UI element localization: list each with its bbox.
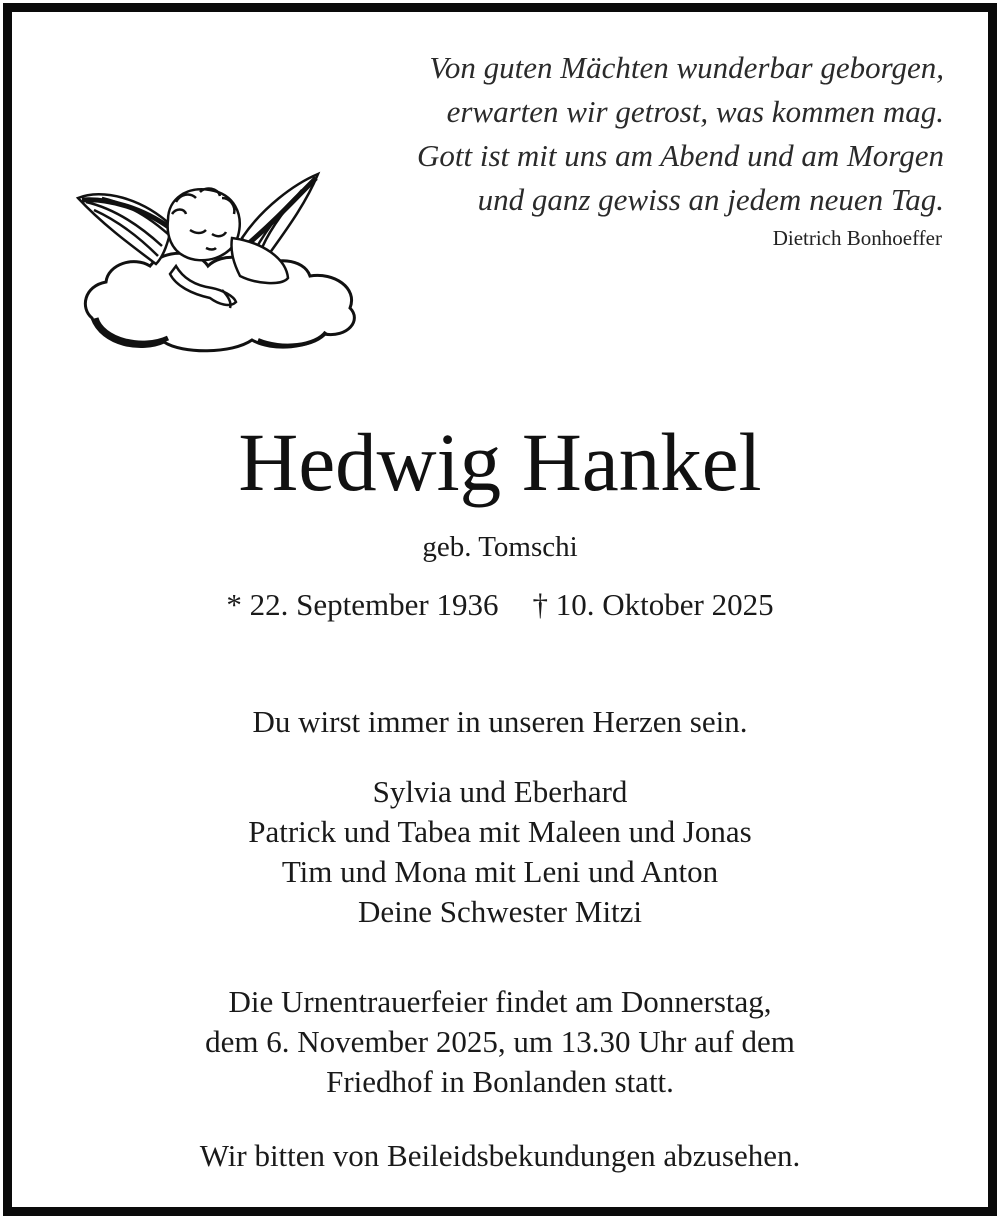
closing-note [0,1136,1000,1176]
list-item: Tim und Mona mit Leni und Anton [281,854,719,889]
mourners-list [0,772,1000,932]
birth-date: * 22. September 1936 [226,587,499,622]
poem-author: Dietrich Bonhoeffer [772,226,942,250]
list-item: Patrick und Tabea mit Maleen und Jonas [248,814,752,849]
sleeping-cherub-on-cloud-icon [72,168,364,358]
maiden-name: geb. Tomschi [422,531,578,563]
cherub-head [168,189,240,261]
left-wing [78,194,172,264]
poem-line: Gott ist mit uns am Abend und am Morgen [417,138,944,173]
ceremony-line: dem 6. November 2025, um 13.30 Uhr auf dem [205,1024,795,1059]
closing-text: Wir bitten von Beileidsbekundungen abzusehen. [199,1138,801,1173]
ceremony-line: Die Urnentrauerfeier findet am Donnerstag, [228,984,772,1019]
deceased-name: Hedwig Hankel [238,416,762,508]
poem-line: erwarten wir getrost, was kommen mag. [446,94,944,129]
poem-line: Von guten Mächten wunderbar geborgen, [429,50,944,85]
poem-quote [417,46,944,222]
list-item: Deine Schwester Mitzi [357,894,643,929]
poem-line: und ganz gewiss an jedem neuen Tag. [477,182,944,217]
life-dates [0,586,1000,624]
ceremony-line: Friedhof in Bonlanden statt. [326,1064,674,1099]
death-date: † 10. Oktober 2025 [532,587,774,622]
ceremony-notice [0,982,1000,1102]
list-item: Sylvia und Eberhard [372,774,628,809]
tribute-line [0,702,1000,742]
tribute-text: Du wirst immer in unseren Herzen sein. [252,704,748,739]
